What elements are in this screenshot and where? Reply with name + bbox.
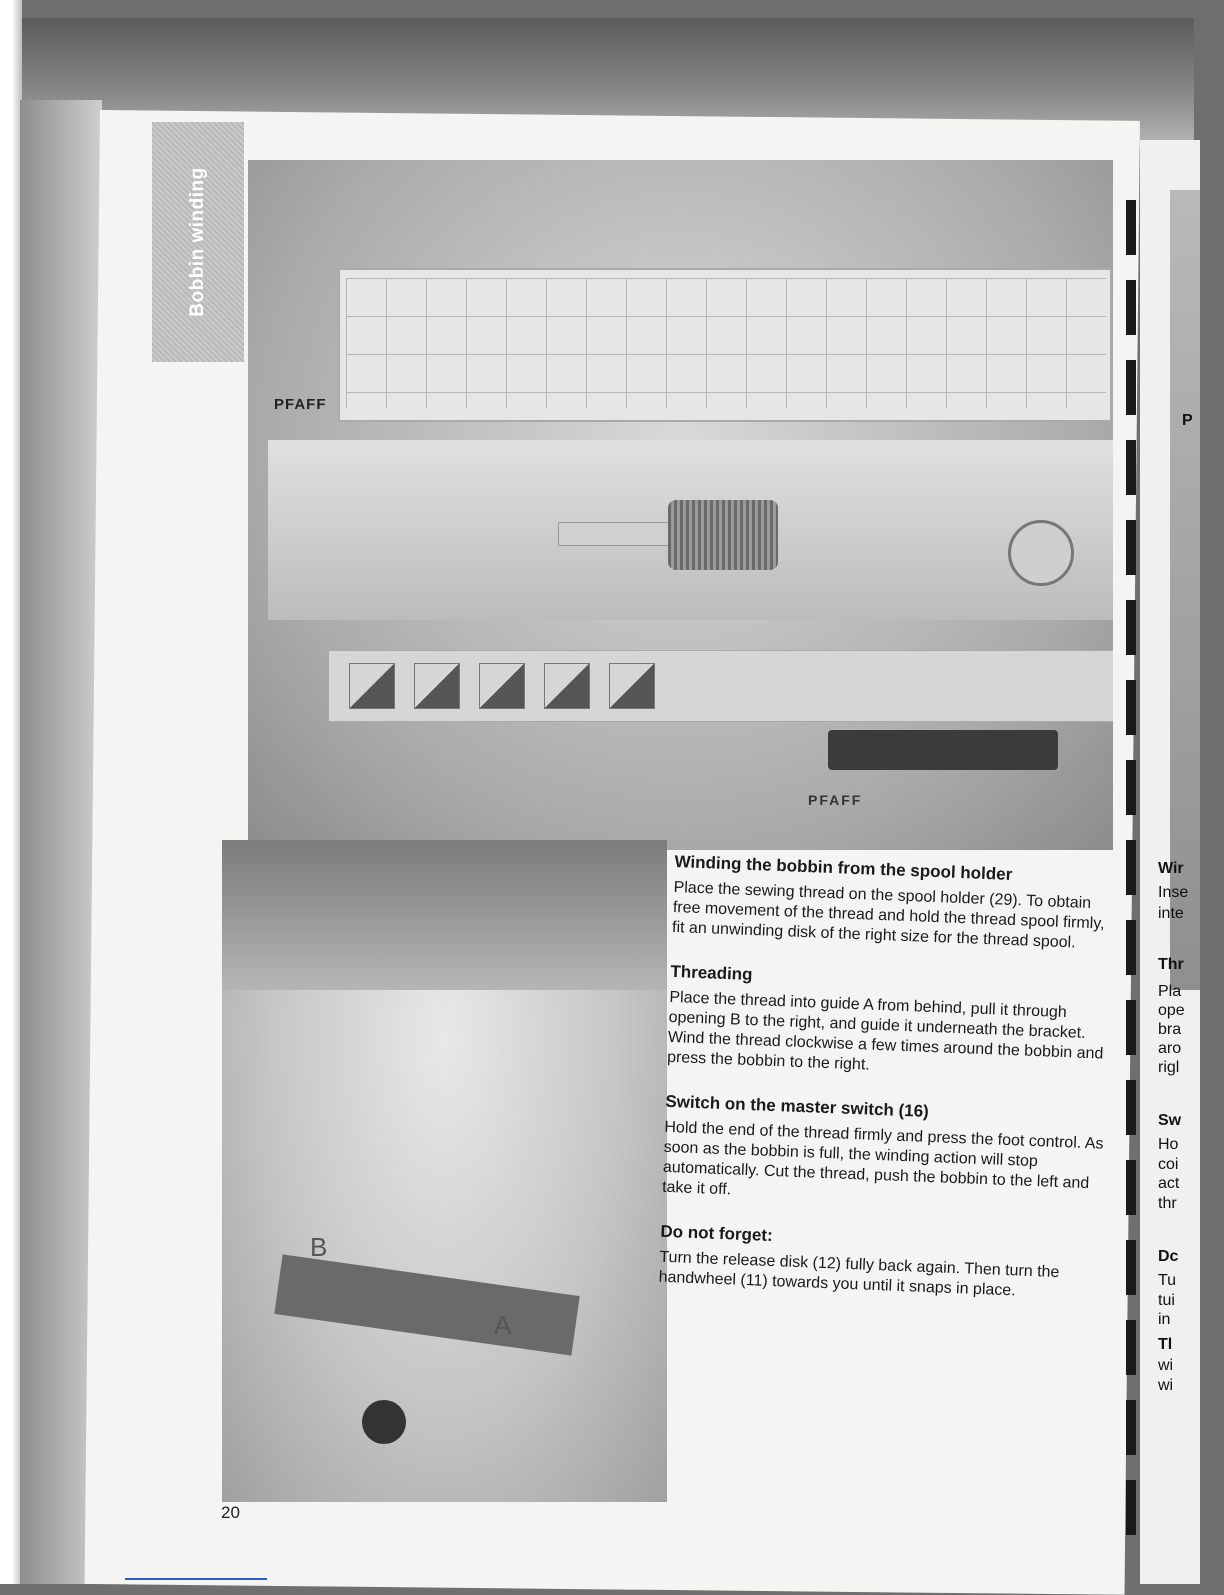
section-heading: Do not forget: xyxy=(660,1221,774,1246)
section-heading: Switch on the master switch (16) xyxy=(665,1091,930,1121)
section-body: Hold the end of the thread firmly and press the foot control. As soon as the bobbin is full, the winding action will stop automatically. Cut the thread, push the bobbin to the left and take it off. xyxy=(661,1118,1104,1199)
next-page-text: coi xyxy=(1158,1156,1179,1173)
thread-guide-bracket xyxy=(274,1254,579,1355)
next-page-text: tui xyxy=(1158,1292,1175,1309)
binding-ring xyxy=(1126,1000,1136,1055)
thread-spool xyxy=(668,500,778,570)
photo-shadow-area xyxy=(222,840,667,990)
stitch-button-icon xyxy=(479,663,525,709)
binding-ring xyxy=(1126,680,1136,735)
next-page-text: Sw xyxy=(1158,1112,1182,1129)
binding-ring xyxy=(1126,1080,1136,1135)
stitch-chart-grid xyxy=(346,278,1106,408)
next-page-text: thr xyxy=(1158,1195,1177,1212)
section-body: Place the thread into guide A from behind, pull it through opening B to the right, and guide it underneath the bracket. Wind the thread clockwise a few times around the bobbin and press the bobbin to the right. xyxy=(666,988,1104,1074)
machine-opening xyxy=(362,1400,406,1444)
section-body: Place the sewing thread on the spool holder (29). To obtain free movement of the thread and hold the thread spool firmly, fit an unwinding disk of the right size for the thread spool. xyxy=(671,878,1105,952)
brand-logo-left: PFAFF xyxy=(274,396,327,413)
machine-display xyxy=(828,730,1058,770)
binding-ring xyxy=(1126,760,1136,815)
binding-ring xyxy=(1126,520,1136,575)
label-b: B xyxy=(310,1232,328,1262)
section-tab-label: Bobbin winding xyxy=(187,167,208,317)
binding-ring xyxy=(1126,1240,1136,1295)
section-heading: Winding the bobbin from the spool holder xyxy=(674,852,1013,884)
scan-left-edge xyxy=(0,0,22,1584)
next-page-text: in xyxy=(1158,1311,1171,1328)
sewing-machine-photo xyxy=(248,160,1113,850)
stitch-button-row xyxy=(328,650,1113,722)
page-number: 20 xyxy=(221,1503,240,1522)
section-threading xyxy=(667,962,1111,1085)
binding-ring xyxy=(1126,200,1136,255)
next-page-text: ope xyxy=(1158,1002,1185,1019)
binding-ring xyxy=(1126,360,1136,415)
stitch-button-icon xyxy=(349,663,395,709)
spool-holder xyxy=(558,522,680,546)
next-page-text: inte xyxy=(1158,905,1184,922)
binding-ring xyxy=(1126,840,1136,895)
binding-ring xyxy=(1126,440,1136,495)
next-page-text: P xyxy=(1182,412,1193,429)
brand-logo-bottom: PFAFF xyxy=(808,792,863,808)
binding-ring xyxy=(1126,1320,1136,1375)
next-page-text: Pla xyxy=(1158,983,1182,1000)
section-body: Turn the release disk (12) fully back again. Then turn the handwheel (11) towards you until it snaps in place. xyxy=(658,1248,1060,1300)
instruction-text xyxy=(657,852,1114,1329)
binding-ring xyxy=(1126,280,1136,335)
next-page-text: Wir xyxy=(1158,860,1184,877)
section-master-switch xyxy=(662,1092,1106,1215)
bobbin-winder xyxy=(1008,520,1074,586)
stitch-button-icon xyxy=(414,663,460,709)
section-heading: Threading xyxy=(670,961,753,985)
next-page-text: Ho xyxy=(1158,1136,1179,1153)
section-do-not-forget xyxy=(658,1222,1100,1305)
stitch-button-icon xyxy=(609,663,655,709)
next-page-text: bra xyxy=(1158,1021,1182,1038)
next-page-text: wi xyxy=(1158,1377,1174,1394)
next-page-text: Tl xyxy=(1158,1336,1173,1353)
next-page-text: aro xyxy=(1158,1040,1182,1057)
binding-ring xyxy=(1126,600,1136,655)
next-page-text: Tu xyxy=(1158,1272,1177,1289)
label-a: A xyxy=(494,1310,512,1340)
next-page-text: Inse xyxy=(1158,884,1189,901)
next-page-text: Thr xyxy=(1158,956,1184,973)
next-page-text: Dc xyxy=(1158,1248,1179,1265)
stitch-chart-panel xyxy=(338,268,1112,422)
bobbin-threading-photo xyxy=(222,840,667,1502)
stitch-button-icon xyxy=(544,663,590,709)
section-tab xyxy=(152,122,244,362)
binding-ring xyxy=(1126,1400,1136,1455)
binding-ring xyxy=(1126,920,1136,975)
next-page-text: wi xyxy=(1158,1357,1174,1374)
binding-ring xyxy=(1126,1160,1136,1215)
section-winding xyxy=(672,852,1115,955)
footer-link-underline xyxy=(125,1578,267,1580)
next-page-text: act xyxy=(1158,1175,1180,1192)
next-page-text: rigl xyxy=(1158,1059,1180,1076)
binding-ring xyxy=(1126,1480,1136,1535)
